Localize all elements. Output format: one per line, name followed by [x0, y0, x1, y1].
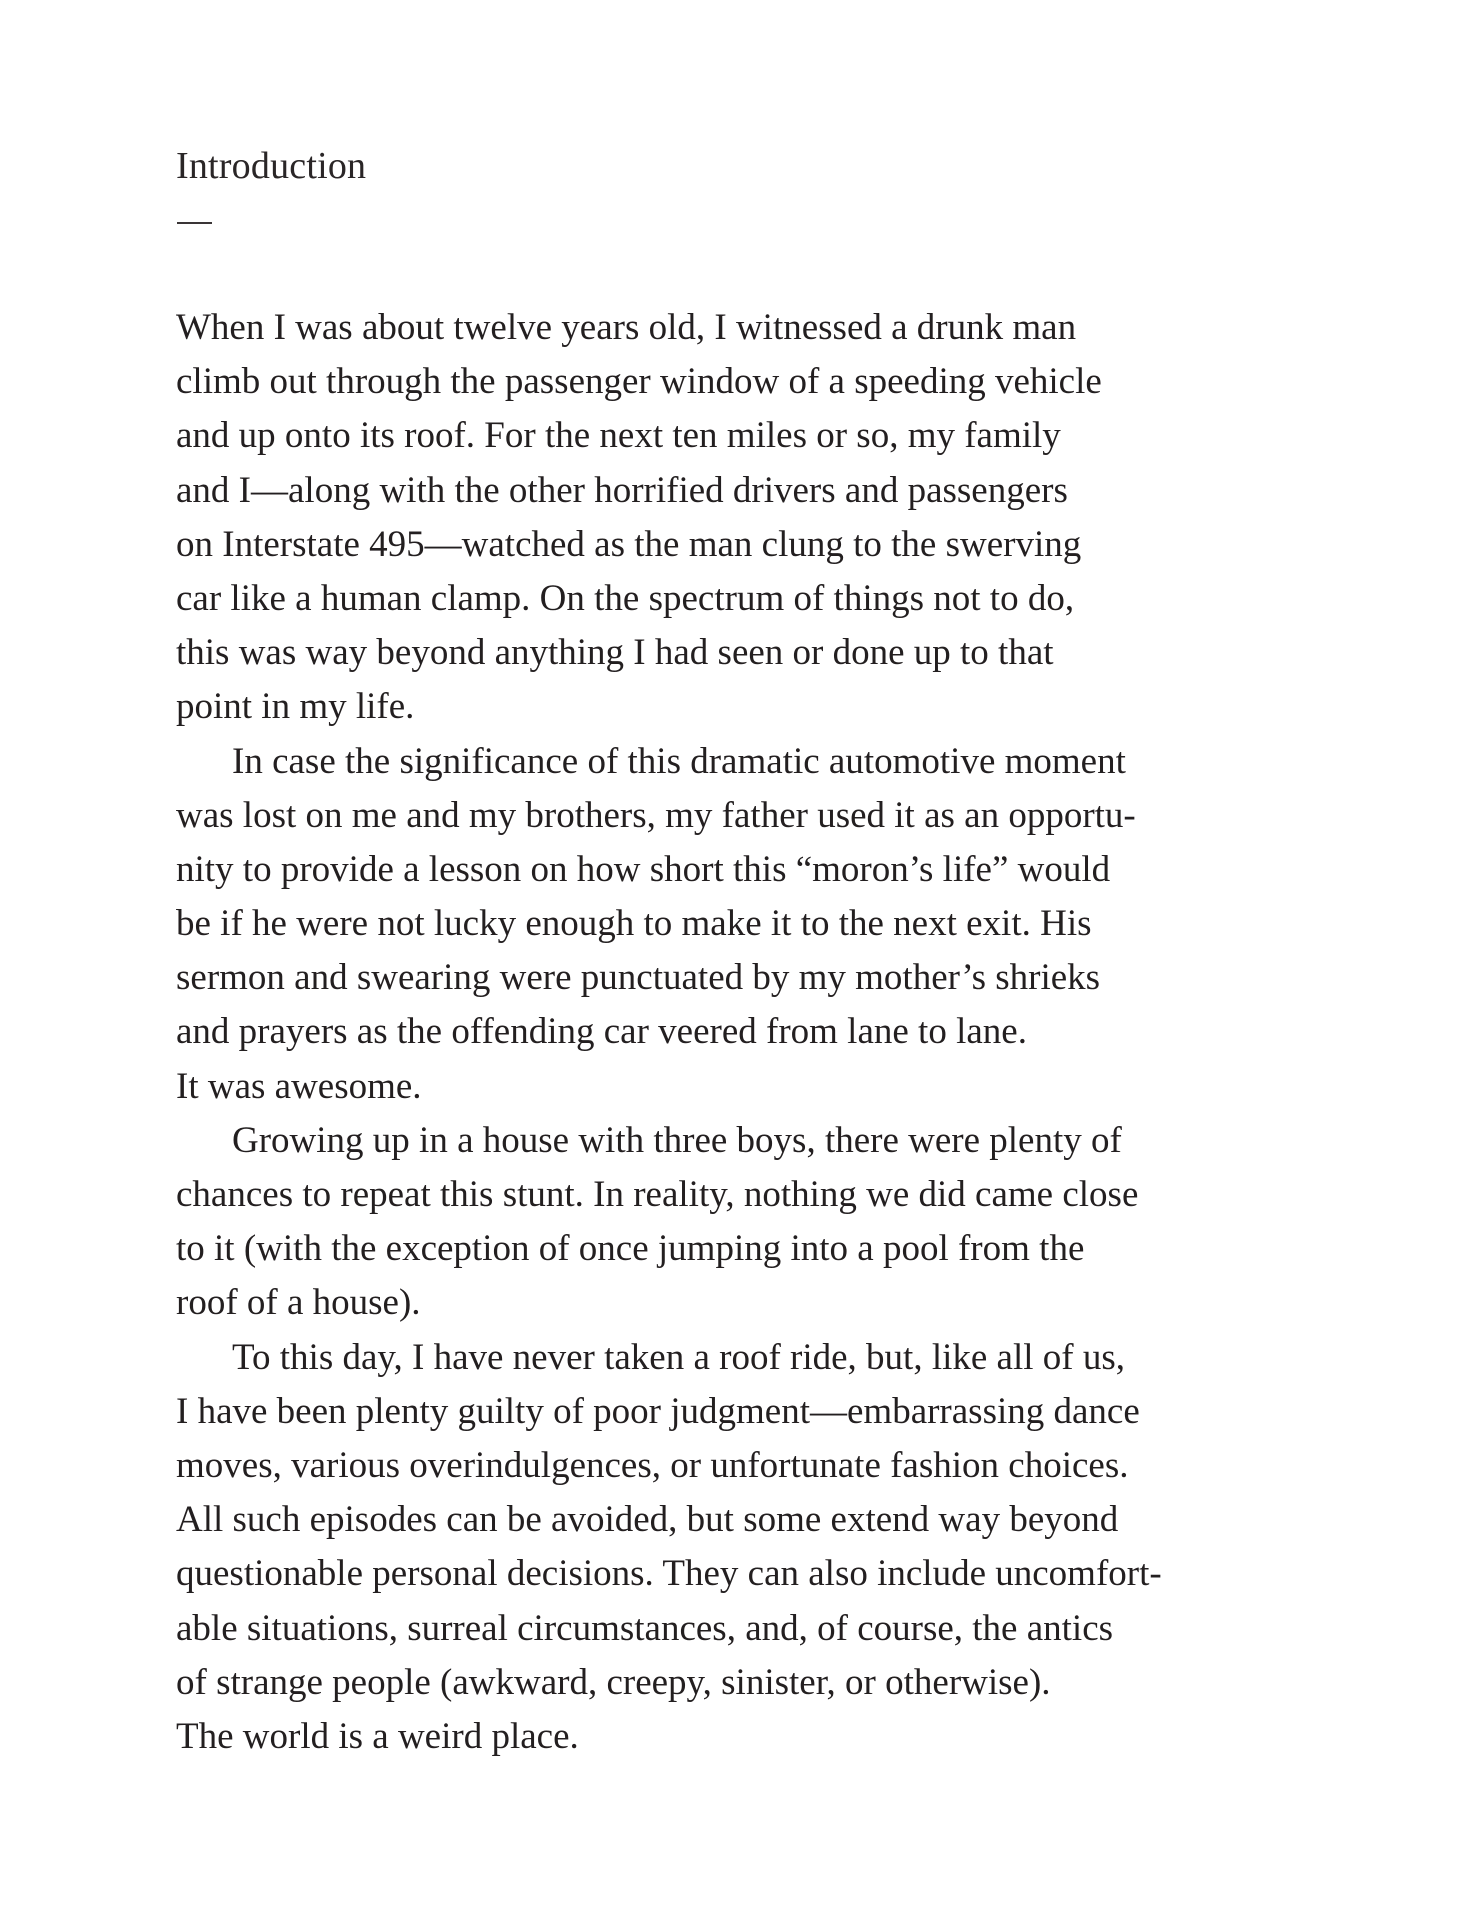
- text-line: and I—along with the other horrified drivers and passengers: [176, 469, 1068, 511]
- text-line: climb out through the passenger window of a speeding vehicle: [176, 361, 1102, 403]
- text-line: moves, various overindulgences, or unfortunate fashion choices.: [176, 1444, 1129, 1486]
- text-line: was lost on me and my brothers, my father used it as an opportu-: [176, 794, 1136, 836]
- text-line: point in my life.: [176, 686, 415, 728]
- text-line: sermon and swearing were punctuated by my mother’s shrieks: [176, 957, 1101, 999]
- text-line: To this day, I have never taken a roof ride, but, like all of us,: [232, 1336, 1126, 1378]
- heading-rule: [177, 222, 212, 224]
- body-text: [176, 301, 1256, 1764]
- text-line: chances to repeat this stunt. In reality, nothing we did came close: [176, 1174, 1139, 1215]
- text-line: on Interstate 495—watched as the man clung to the swerving: [176, 523, 1082, 565]
- text-line: able situations, surreal circumstances, and, of course, the antics: [176, 1607, 1114, 1649]
- text-line: nity to provide a lesson on how short this “moron’s life” would: [176, 848, 1111, 890]
- text-line: roof of a house).: [176, 1282, 421, 1324]
- text-line: car like a human clamp. On the spectrum of things not to do,: [176, 577, 1075, 619]
- text-line: questionable personal decisions. They can also include uncomfort-: [176, 1553, 1162, 1595]
- text-line: I have been plenty guilty of poor judgment—embarrassing dance: [176, 1390, 1140, 1432]
- text-line: Growing up in a house with three boys, there were plenty of: [232, 1119, 1122, 1161]
- text-line: and up onto its roof. For the next ten miles or so, my family: [176, 415, 1061, 457]
- text-line: and prayers as the offending car veered from lane to lane.: [176, 1011, 1027, 1053]
- text-line: When I was about twelve years old, I witnessed a drunk man: [176, 307, 1077, 348]
- text-line: In case the significance of this dramatic automotive moment: [232, 740, 1126, 782]
- text-line: All such episodes can be avoided, but some extend way beyond: [176, 1499, 1119, 1541]
- text-line: be if he were not lucky enough to make it to the next exit. His: [176, 903, 1092, 945]
- text-line: The world is a weird place.: [176, 1715, 579, 1757]
- text-line: to it (with the exception of once jumping into a pool from the: [176, 1228, 1085, 1270]
- text-line: of strange people (awkward, creepy, sinister, or otherwise).: [176, 1661, 1051, 1703]
- text-line: this was way beyond anything I had seen or done up to that: [176, 632, 1054, 674]
- text-line: It was awesome.: [176, 1065, 422, 1107]
- chapter-heading: Introduction: [176, 145, 367, 187]
